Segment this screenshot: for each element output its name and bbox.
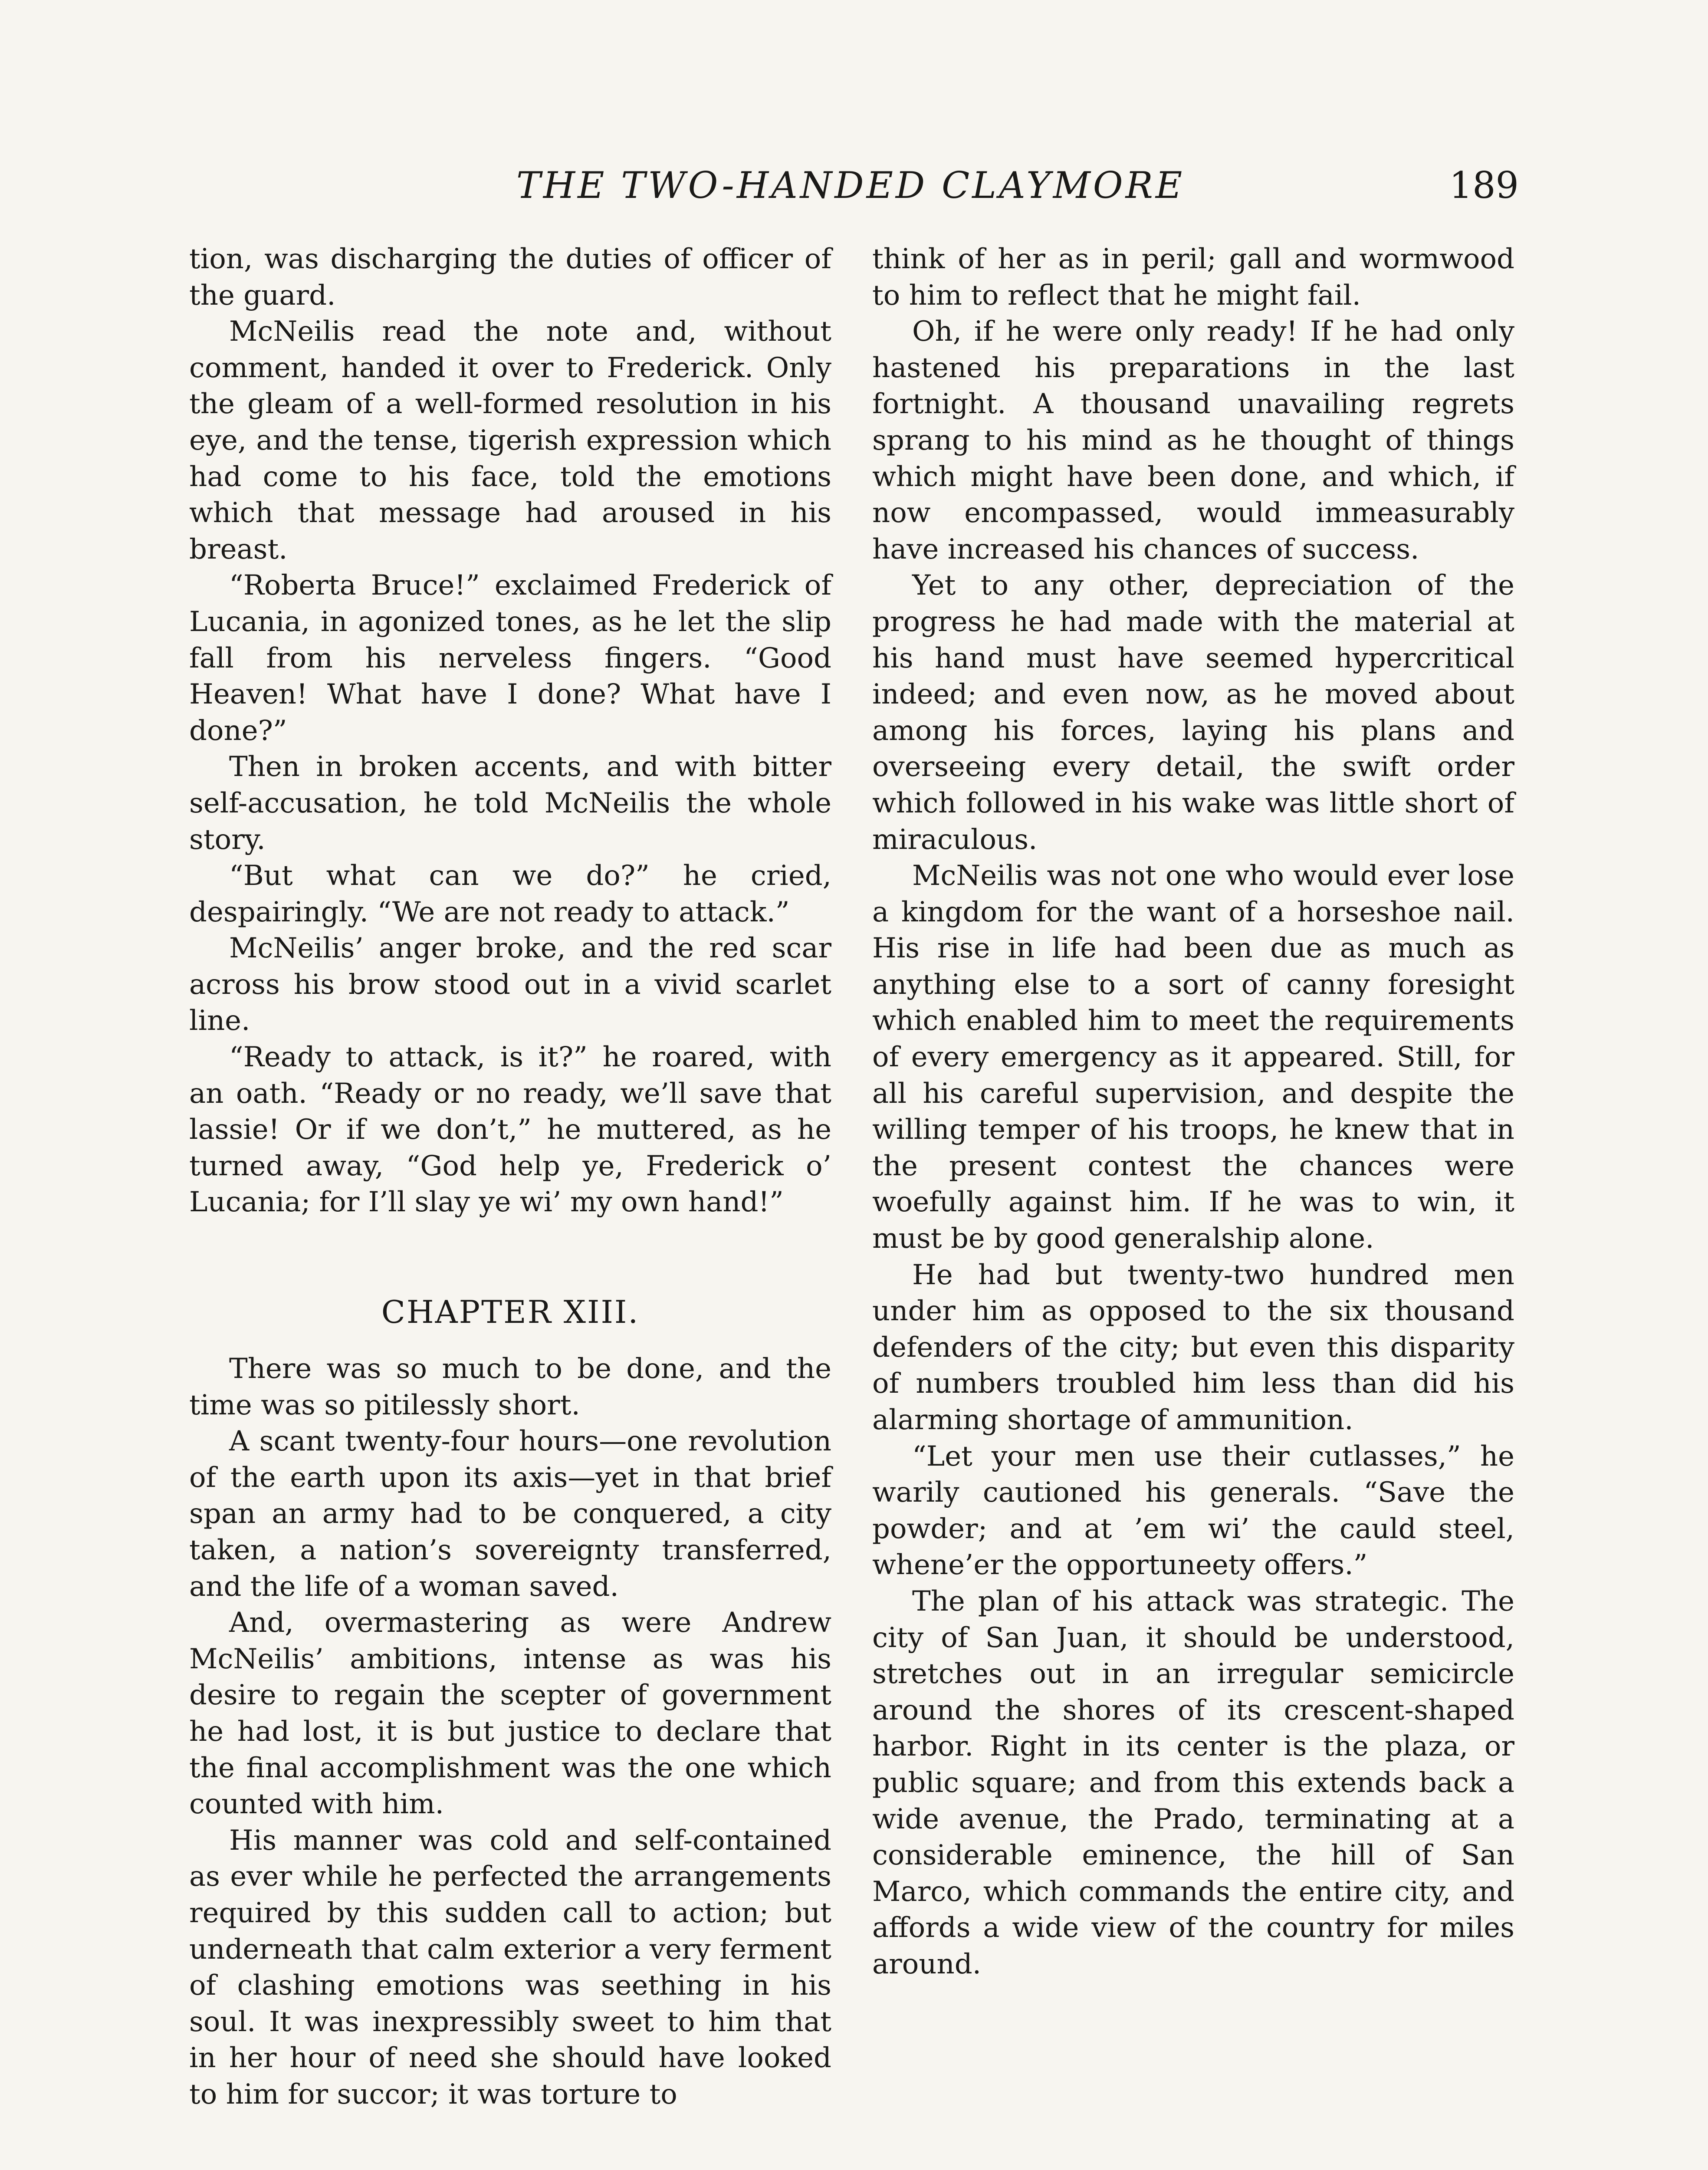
paragraph: The plan of his attack was strategic. The city of San Juan, it should be understood, stretches out in an irregular semicircle around the shores of its crescent-shaped harbor. Right in its center is the plaza, or public square; and from this extends back a wide avenue, the Prado, terminating at a considerable eminence, the hill of San Marco, which commands the entire city, and affords a wide view of the country for miles around. (872, 1585, 1514, 1980)
paragraph: He had but twenty-two hundred men under him as opposed to the six thousand defenders of the city; but even this disparity of numbers troubled him less than did his alarming shortage of ammunition. (872, 1259, 1514, 1436)
left-column (189, 241, 831, 2113)
paragraph: tion, was discharging the duties of officer of the guard. (189, 243, 831, 312)
paragraph: There was so much to be done, and the time was so pitilessly short. (189, 1353, 831, 1421)
paragraph: Oh, if he were only ready! If he had only hastened his preparations in the last fortnight. A thousand unavailing regrets sprang to his mind as he thought of things which might have been done, and which, if now encompassed, would immeasurably have increased his chances of success. (872, 316, 1514, 566)
running-title: THE TWO-HANDED CLAYMORE (516, 164, 1185, 207)
paragraph: think of her as in peril; gall and wormwood to him to reflect that he might fail. (872, 243, 1514, 312)
page-number: 189 (1449, 164, 1519, 207)
paragraph: “Let your men use their cutlasses,” he warily cautioned his generals. “Save the powder; and at ’em wi’ the cauld steel, whene’er the opportuneety offers.” (872, 1440, 1514, 1581)
paragraph: McNeilis read the note and, without comment, handed it over to Frederick. Only the gleam of a well-formed resolution in his eye, and the tense, tigerish expression which had come to his face, told the emotions which that message had aroused in his breast. (189, 316, 831, 566)
paragraph: His manner was cold and self-contained as ever while he perfected the arrangements required by this sudden call to action; but underneath that calm exterior a very ferment of clashing emotions was seething in his soul. It was inexpressibly sweet to him that in her hour of need she should have looked to him for succor; it was torture to (189, 1824, 831, 2111)
chapter-heading: CHAPTER XIII. (381, 1294, 640, 1331)
paragraph: Then in broken accents, and with bitter self-accusation, he told McNeilis the whole story. (189, 751, 831, 856)
paragraph: “But what can we do?” he cried, despairingly. “We are not ready to attack.” (189, 860, 831, 928)
paragraph: “Ready to attack, is it?” he roared, with an oath. “Ready or no ready, we’ll save that lassie! Or if we don’t,” he muttered, as he turned away, “God help ye, Frederick o’ Lucania; for I’ll slay ye wi’ my own hand!” (189, 1041, 831, 1219)
right-column (872, 241, 1514, 1983)
paragraph: “Roberta Bruce!” exclaimed Frederick of Lucania, in agonized tones, as he let the slip fall from his nerveless fingers. “Good Heaven! What have I done? What have I done?” (189, 569, 831, 747)
paragraph: And, overmastering as were Andrew McNeilis’ ambitions, intense as was his desire to regain the scepter of government he had lost, it is but justice to declare that the final accomplishment was the one which counted with him. (189, 1607, 831, 1821)
paragraph: McNeilis was not one who would ever lose a kingdom for the want of a horseshoe nail. His rise in life had been due as much as anything else to a sort of canny foresight which enabled him to meet the requirements of every emergency as it appeared. Still, for all his careful supervision, and despite the willing temper of his troops, he knew that in the present contest the chances were woefully against him. If he was to win, it must be by good generalship alone. (872, 860, 1514, 1255)
paragraph: A scant twenty-four hours—one revolution of the earth upon its axis—yet in that brief span an army had to be conquered, a city taken, a nation’s sovereignty transferred, and the life of a woman saved. (189, 1425, 831, 1603)
paragraph: Yet to any other, depreciation of the progress he had made with the material at his hand must have seemed hypercritical indeed; and even now, as he moved about among his forces, laying his plans and overseeing every detail, the swift order which followed in his wake was little short of miraculous. (872, 569, 1514, 856)
running-head (182, 161, 1519, 214)
paragraph: McNeilis’ anger broke, and the red scar across his brow stood out in a vivid scarlet line. (189, 932, 831, 1037)
